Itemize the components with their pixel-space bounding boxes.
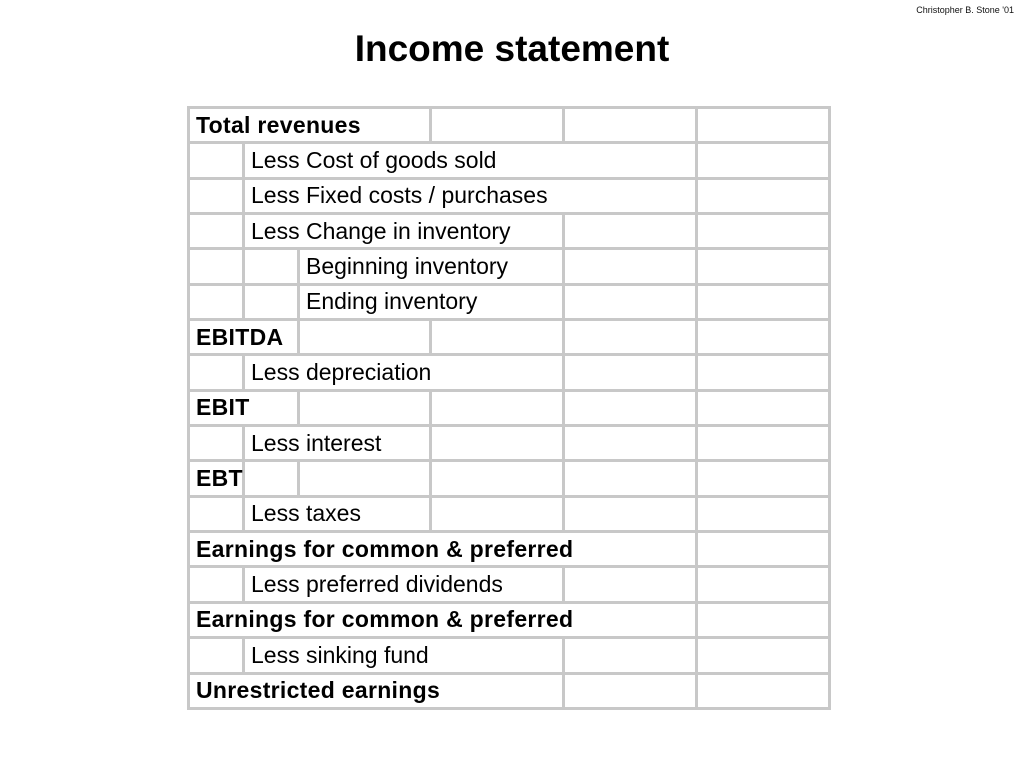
value-cell[interactable] [697, 461, 830, 496]
value-cell[interactable] [564, 426, 697, 461]
table-row [189, 178, 830, 213]
row-label-ebitda: EBITDA [189, 320, 299, 355]
row-label-interest: Less interest [244, 426, 431, 461]
value-cell[interactable] [431, 426, 564, 461]
value-cell[interactable] [697, 284, 830, 319]
indent-cell [244, 249, 299, 284]
value-cell[interactable] [431, 390, 564, 425]
value-cell[interactable] [697, 143, 830, 178]
row-label-depreciation: Less depreciation [244, 355, 564, 390]
table-row [189, 602, 830, 637]
indent-cell [189, 567, 244, 602]
value-cell[interactable] [564, 355, 697, 390]
value-cell[interactable] [431, 320, 564, 355]
value-cell[interactable] [244, 461, 299, 496]
table-row [189, 249, 830, 284]
row-label-taxes: Less taxes [244, 496, 431, 531]
value-cell[interactable] [564, 567, 697, 602]
table-row [189, 390, 830, 425]
table-row [189, 214, 830, 249]
value-cell[interactable] [564, 390, 697, 425]
value-cell[interactable] [697, 108, 830, 143]
value-cell[interactable] [564, 284, 697, 319]
indent-cell [189, 426, 244, 461]
row-label-unrestricted-earnings: Unrestricted earnings [189, 673, 564, 709]
table-row [189, 108, 830, 143]
table-row [189, 673, 830, 709]
table-row [189, 567, 830, 602]
indent-cell [189, 214, 244, 249]
row-label-sinking-fund: Less sinking fund [244, 638, 564, 673]
value-cell[interactable] [431, 108, 564, 143]
value-cell[interactable] [697, 426, 830, 461]
value-cell[interactable] [697, 249, 830, 284]
value-cell[interactable] [697, 355, 830, 390]
table-row [189, 284, 830, 319]
row-label-fixed-costs: Less Fixed costs / purchases [244, 178, 697, 213]
value-cell[interactable] [299, 390, 431, 425]
indent-cell [189, 249, 244, 284]
value-cell[interactable] [564, 673, 697, 709]
value-cell[interactable] [697, 214, 830, 249]
row-label-cost-of-goods-sold: Less Cost of goods sold [244, 143, 697, 178]
row-label-change-in-inventory: Less Change in inventory [244, 214, 564, 249]
income-statement-table [187, 106, 831, 710]
value-cell[interactable] [564, 461, 697, 496]
table-row [189, 638, 830, 673]
indent-cell [244, 284, 299, 319]
indent-cell [189, 178, 244, 213]
value-cell[interactable] [564, 108, 697, 143]
value-cell[interactable] [697, 602, 830, 637]
value-cell[interactable] [564, 638, 697, 673]
table-row [189, 532, 830, 567]
row-label-ending-inventory: Ending inventory [299, 284, 564, 319]
value-cell[interactable] [697, 532, 830, 567]
table-row [189, 143, 830, 178]
value-cell[interactable] [431, 496, 564, 531]
value-cell[interactable] [299, 320, 431, 355]
row-label-earnings-common-preferred: Earnings for common & preferred [189, 532, 697, 567]
value-cell[interactable] [697, 320, 830, 355]
value-cell[interactable] [564, 320, 697, 355]
indent-cell [189, 143, 244, 178]
value-cell[interactable] [697, 638, 830, 673]
page-title: Income statement [354, 28, 670, 69]
indent-cell [189, 638, 244, 673]
value-cell[interactable] [299, 461, 431, 496]
row-label-preferred-dividends: Less preferred dividends [244, 567, 564, 602]
row-label-total-revenues: Total revenues [189, 108, 431, 143]
author-credit: Christopher B. Stone '01 [916, 5, 1014, 15]
table-row [189, 355, 830, 390]
value-cell[interactable] [697, 390, 830, 425]
row-label-ebt: EBT [189, 461, 244, 496]
value-cell[interactable] [697, 178, 830, 213]
value-cell[interactable] [697, 496, 830, 531]
indent-cell [189, 284, 244, 319]
value-cell[interactable] [431, 461, 564, 496]
value-cell[interactable] [564, 496, 697, 531]
table-row [189, 426, 830, 461]
value-cell[interactable] [564, 249, 697, 284]
indent-cell [189, 496, 244, 531]
value-cell[interactable] [564, 214, 697, 249]
table-row [189, 461, 830, 496]
row-label-ebit: EBIT [189, 390, 299, 425]
value-cell[interactable] [697, 673, 830, 709]
indent-cell [189, 355, 244, 390]
table-row [189, 320, 830, 355]
row-label-beginning-inventory: Beginning inventory [299, 249, 564, 284]
table-row [189, 496, 830, 531]
row-label-earnings-common-preferred-2: Earnings for common & preferred [189, 602, 697, 637]
value-cell[interactable] [697, 567, 830, 602]
